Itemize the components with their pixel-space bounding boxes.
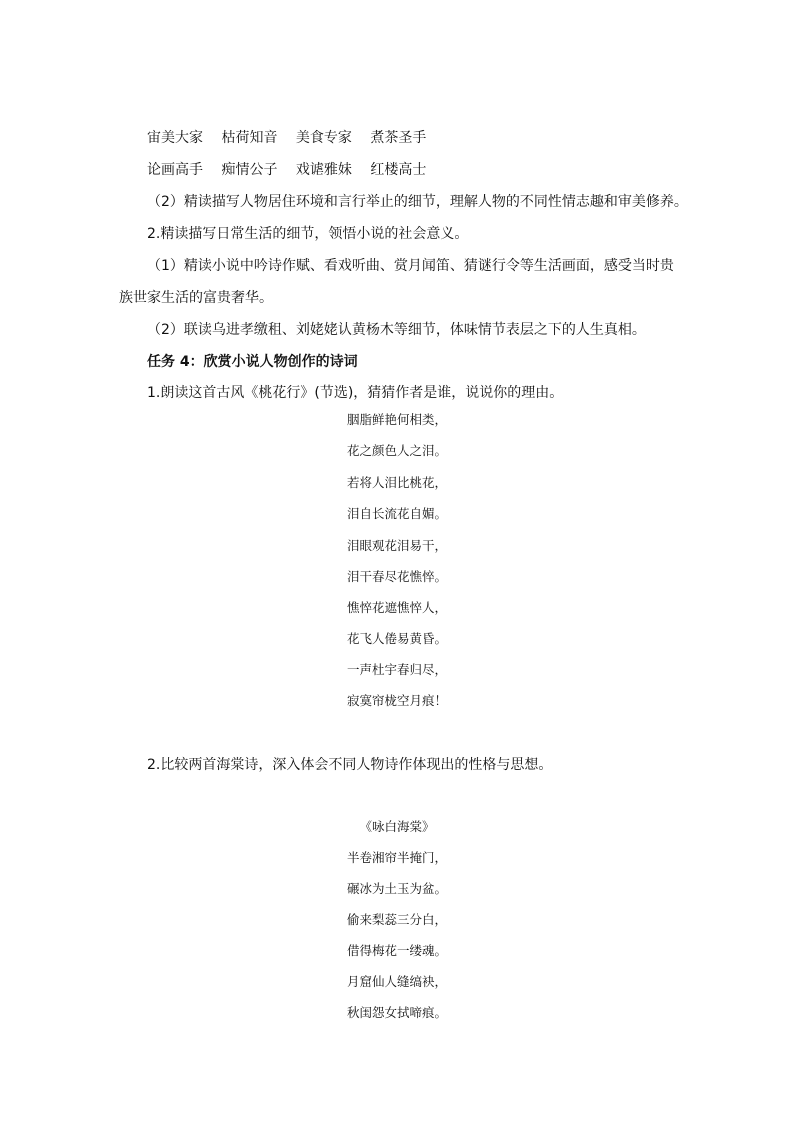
poem-line: 借得梅花一缕魂。 [346, 943, 447, 958]
paragraph-life-scenes-1: （1）精读小说中吟诗作赋、看戏听曲、赏月闻笛、猜谜行令等生活画面，感受当时贵 [147, 258, 674, 274]
poem-line: 半卷湘帘半掩门， [346, 850, 447, 865]
role-tag: 红楼高士 [370, 162, 427, 178]
poem-line: 寂寞帘栊空月痕！ [346, 693, 447, 708]
role-tag: 枯荷知音 [221, 130, 278, 146]
paragraph-joint-reading: （2）联读乌进孝缴租、刘姥姥认黄杨木等细节，体味情节表层之下的人生真相。 [147, 322, 646, 338]
poem-line: 泪眼观花泪易干， [346, 538, 447, 553]
paragraph-daily-life: 2.精读描写日常生活的细节，领悟小说的社会意义。 [147, 226, 469, 242]
poem-line: 秋闺怨女拭啼痕。 [346, 1005, 447, 1020]
poem-line: 胭脂鲜艳何相类， [346, 412, 447, 427]
role-row-1 [147, 128, 426, 148]
poem-title: 《咏白海棠》 [359, 819, 435, 834]
role-tag: 痴情公子 [221, 162, 278, 178]
poem-line: 花飞人倦易黄昏。 [346, 631, 447, 646]
role-row-2 [147, 160, 426, 180]
question-2: 2.比较两首海棠诗，深入体会不同人物诗作体现出的性格与思想。 [147, 757, 553, 773]
poem-line: 碾冰为土玉为盆。 [346, 881, 447, 896]
role-tag: 煮茶圣手 [370, 130, 427, 146]
poem-line: 泪自长流花自媚。 [346, 506, 447, 521]
poem-line: 一声杜宇春归尽， [346, 662, 447, 677]
role-tag: 宙美大家 [147, 130, 203, 146]
paragraph-life-scenes-2: 族世家生活的富贵奢华。 [119, 290, 273, 306]
role-tag: 论画高手 [147, 162, 203, 178]
poem-line: 憔悴花遮憔悴人， [346, 600, 447, 615]
poem-line: 若将人泪比桃花， [346, 475, 447, 490]
role-tag: 戏谑雅妹 [295, 162, 352, 178]
poem-line: 花之颜色人之泪。 [346, 443, 447, 458]
task-4-heading: 任务 4：欣赏小说人物创作的诗词 [147, 354, 358, 370]
poem-line: 月窟仙人缝缟袂， [346, 974, 447, 989]
poem-line: 偷来梨蕊三分白， [346, 912, 447, 927]
poem-line: 泪干春尽花憔悴。 [346, 569, 447, 584]
paragraph-reading-details: （2）精读描写人物居住环境和言行举止的细节，理解人物的不同性情志趣和审美修养。 [147, 194, 688, 210]
question-1: 1.朗读这首古风《桃花行》(节选)，猜猜作者是谁，说说你的理由。 [147, 385, 564, 401]
role-tag: 美食专家 [295, 130, 352, 146]
